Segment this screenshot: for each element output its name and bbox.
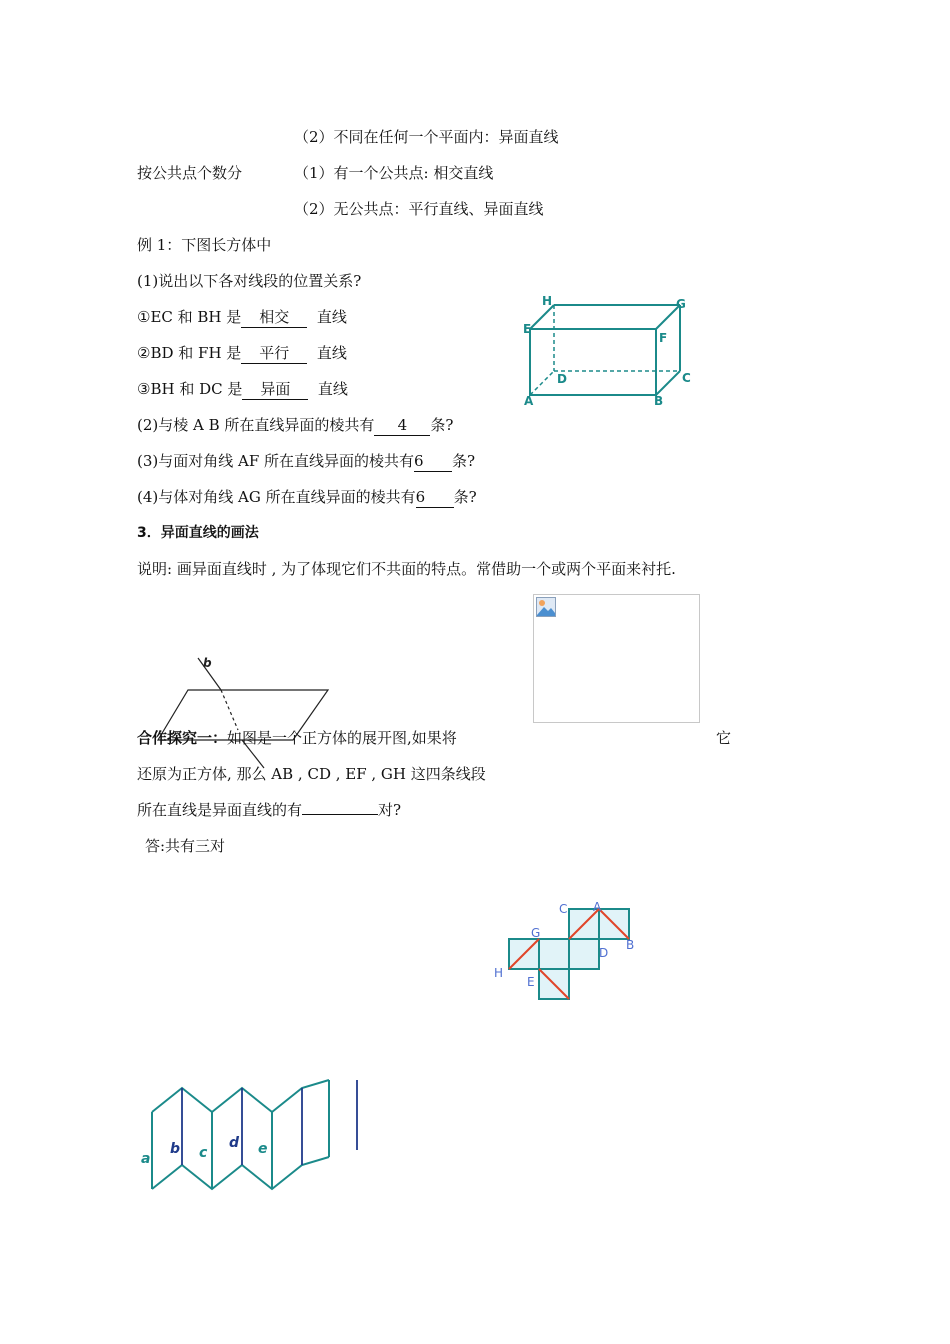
question-1c — [137, 379, 348, 400]
net-label-e: E — [527, 975, 535, 989]
net-label-d: D — [599, 946, 609, 960]
q1b-post: 直线 — [316, 344, 347, 362]
line-2-right: （1）有一个公共点: 相交直线 — [294, 164, 494, 182]
cooperation-line-2: 还原为正方体, 那么 AB , CD , EF , GH 这四条线段 — [137, 765, 486, 783]
coop3-blank — [302, 814, 378, 815]
vertex-label-g: G — [676, 297, 686, 311]
q1b-pre: ②BD 和 FH 是 — [137, 344, 242, 362]
section-3-heading: 3．异面直线的画法 — [137, 525, 259, 541]
vertex-label-h: H — [542, 294, 553, 308]
cooperation-text: 如图是一个正方体的展开图,如果将 — [227, 729, 457, 747]
fold-label-d: d — [229, 1135, 240, 1151]
q2-answer: 4 — [374, 415, 430, 436]
q1a-answer: 相交 — [241, 307, 307, 328]
vertex-label-c: C — [682, 371, 691, 385]
net-label-g: G — [531, 926, 541, 940]
question-3 — [137, 451, 475, 472]
q4-post: 条? — [453, 488, 477, 506]
line-2-left: 按公共点个数分 — [137, 164, 243, 182]
q1c-post: 直线 — [317, 380, 348, 398]
fold-label-e: e — [258, 1141, 268, 1157]
fold-label-b: b — [170, 1141, 181, 1157]
cooperation-title: 合作探究一： — [137, 729, 228, 747]
net-label-a: A — [593, 900, 602, 914]
cooperation-line-1 — [137, 728, 457, 748]
coop3-post: 对? — [378, 801, 402, 819]
cuboid-figure — [518, 292, 698, 412]
cube-net-figure — [490, 900, 650, 1010]
q3-pre: (3)与面对角线 AF 所在直线异面的棱共有 — [137, 452, 415, 470]
q1a-pre: ①EC 和 BH 是 — [137, 308, 242, 326]
fold-label-a: a — [141, 1151, 151, 1167]
q1b-answer: 平行 — [241, 343, 307, 364]
q4-answer: 6 — [416, 487, 454, 508]
q4-pre: (4)与体对角线 AG 所在直线异面的棱共有 — [137, 488, 416, 506]
net-label-c: C — [559, 902, 568, 916]
question-1: (1)说出以下各对线段的位置关系? — [137, 272, 362, 290]
section-3-description: 说明: 画异面直线时 , 为了体现它们不共面的特点。常借助一个或两个平面来衬托. — [137, 560, 676, 578]
question-2 — [137, 415, 453, 436]
q2-post: 条? — [430, 416, 454, 434]
net-label-h: H — [494, 966, 504, 980]
broken-image-icon — [536, 597, 556, 617]
plane-line-figure — [150, 652, 350, 772]
cooperation-tail: 它 — [716, 729, 732, 747]
net-label-b: B — [626, 938, 635, 952]
question-1a — [137, 307, 347, 328]
vertex-label-d: D — [557, 372, 567, 386]
q1a-post: 直线 — [316, 308, 347, 326]
line-3: （2）无公共点：平行直线、异面直线 — [294, 200, 544, 218]
fold-label-c: c — [199, 1145, 208, 1161]
q2-pre: (2)与棱 A B 所在直线异面的棱共有 — [137, 416, 375, 434]
coop3-pre: 所在直线是异面直线的有 — [137, 801, 303, 819]
cooperation-line-3 — [137, 800, 401, 820]
q1c-pre: ③BH 和 DC 是 — [137, 380, 243, 398]
q3-answer: 6 — [414, 451, 452, 472]
q1c-answer: 异面 — [242, 379, 308, 400]
vertex-label-a: A — [524, 394, 534, 408]
vertex-label-f: F — [659, 331, 668, 345]
question-1b — [137, 343, 347, 364]
folding-screen-figure — [135, 1072, 375, 1202]
image-placeholder — [533, 594, 700, 723]
example-1-title: 例 1：下图长方体中 — [137, 236, 272, 254]
vertex-label-e: E — [523, 322, 532, 336]
line-1: （2）不同在任何一个平面内：异面直线 — [294, 128, 559, 146]
answer-line: 答:共有三对 — [145, 837, 226, 855]
vertex-label-b: B — [654, 394, 664, 408]
q3-post: 条? — [452, 452, 476, 470]
question-4 — [137, 487, 477, 508]
plane-line-label: b — [203, 656, 212, 670]
